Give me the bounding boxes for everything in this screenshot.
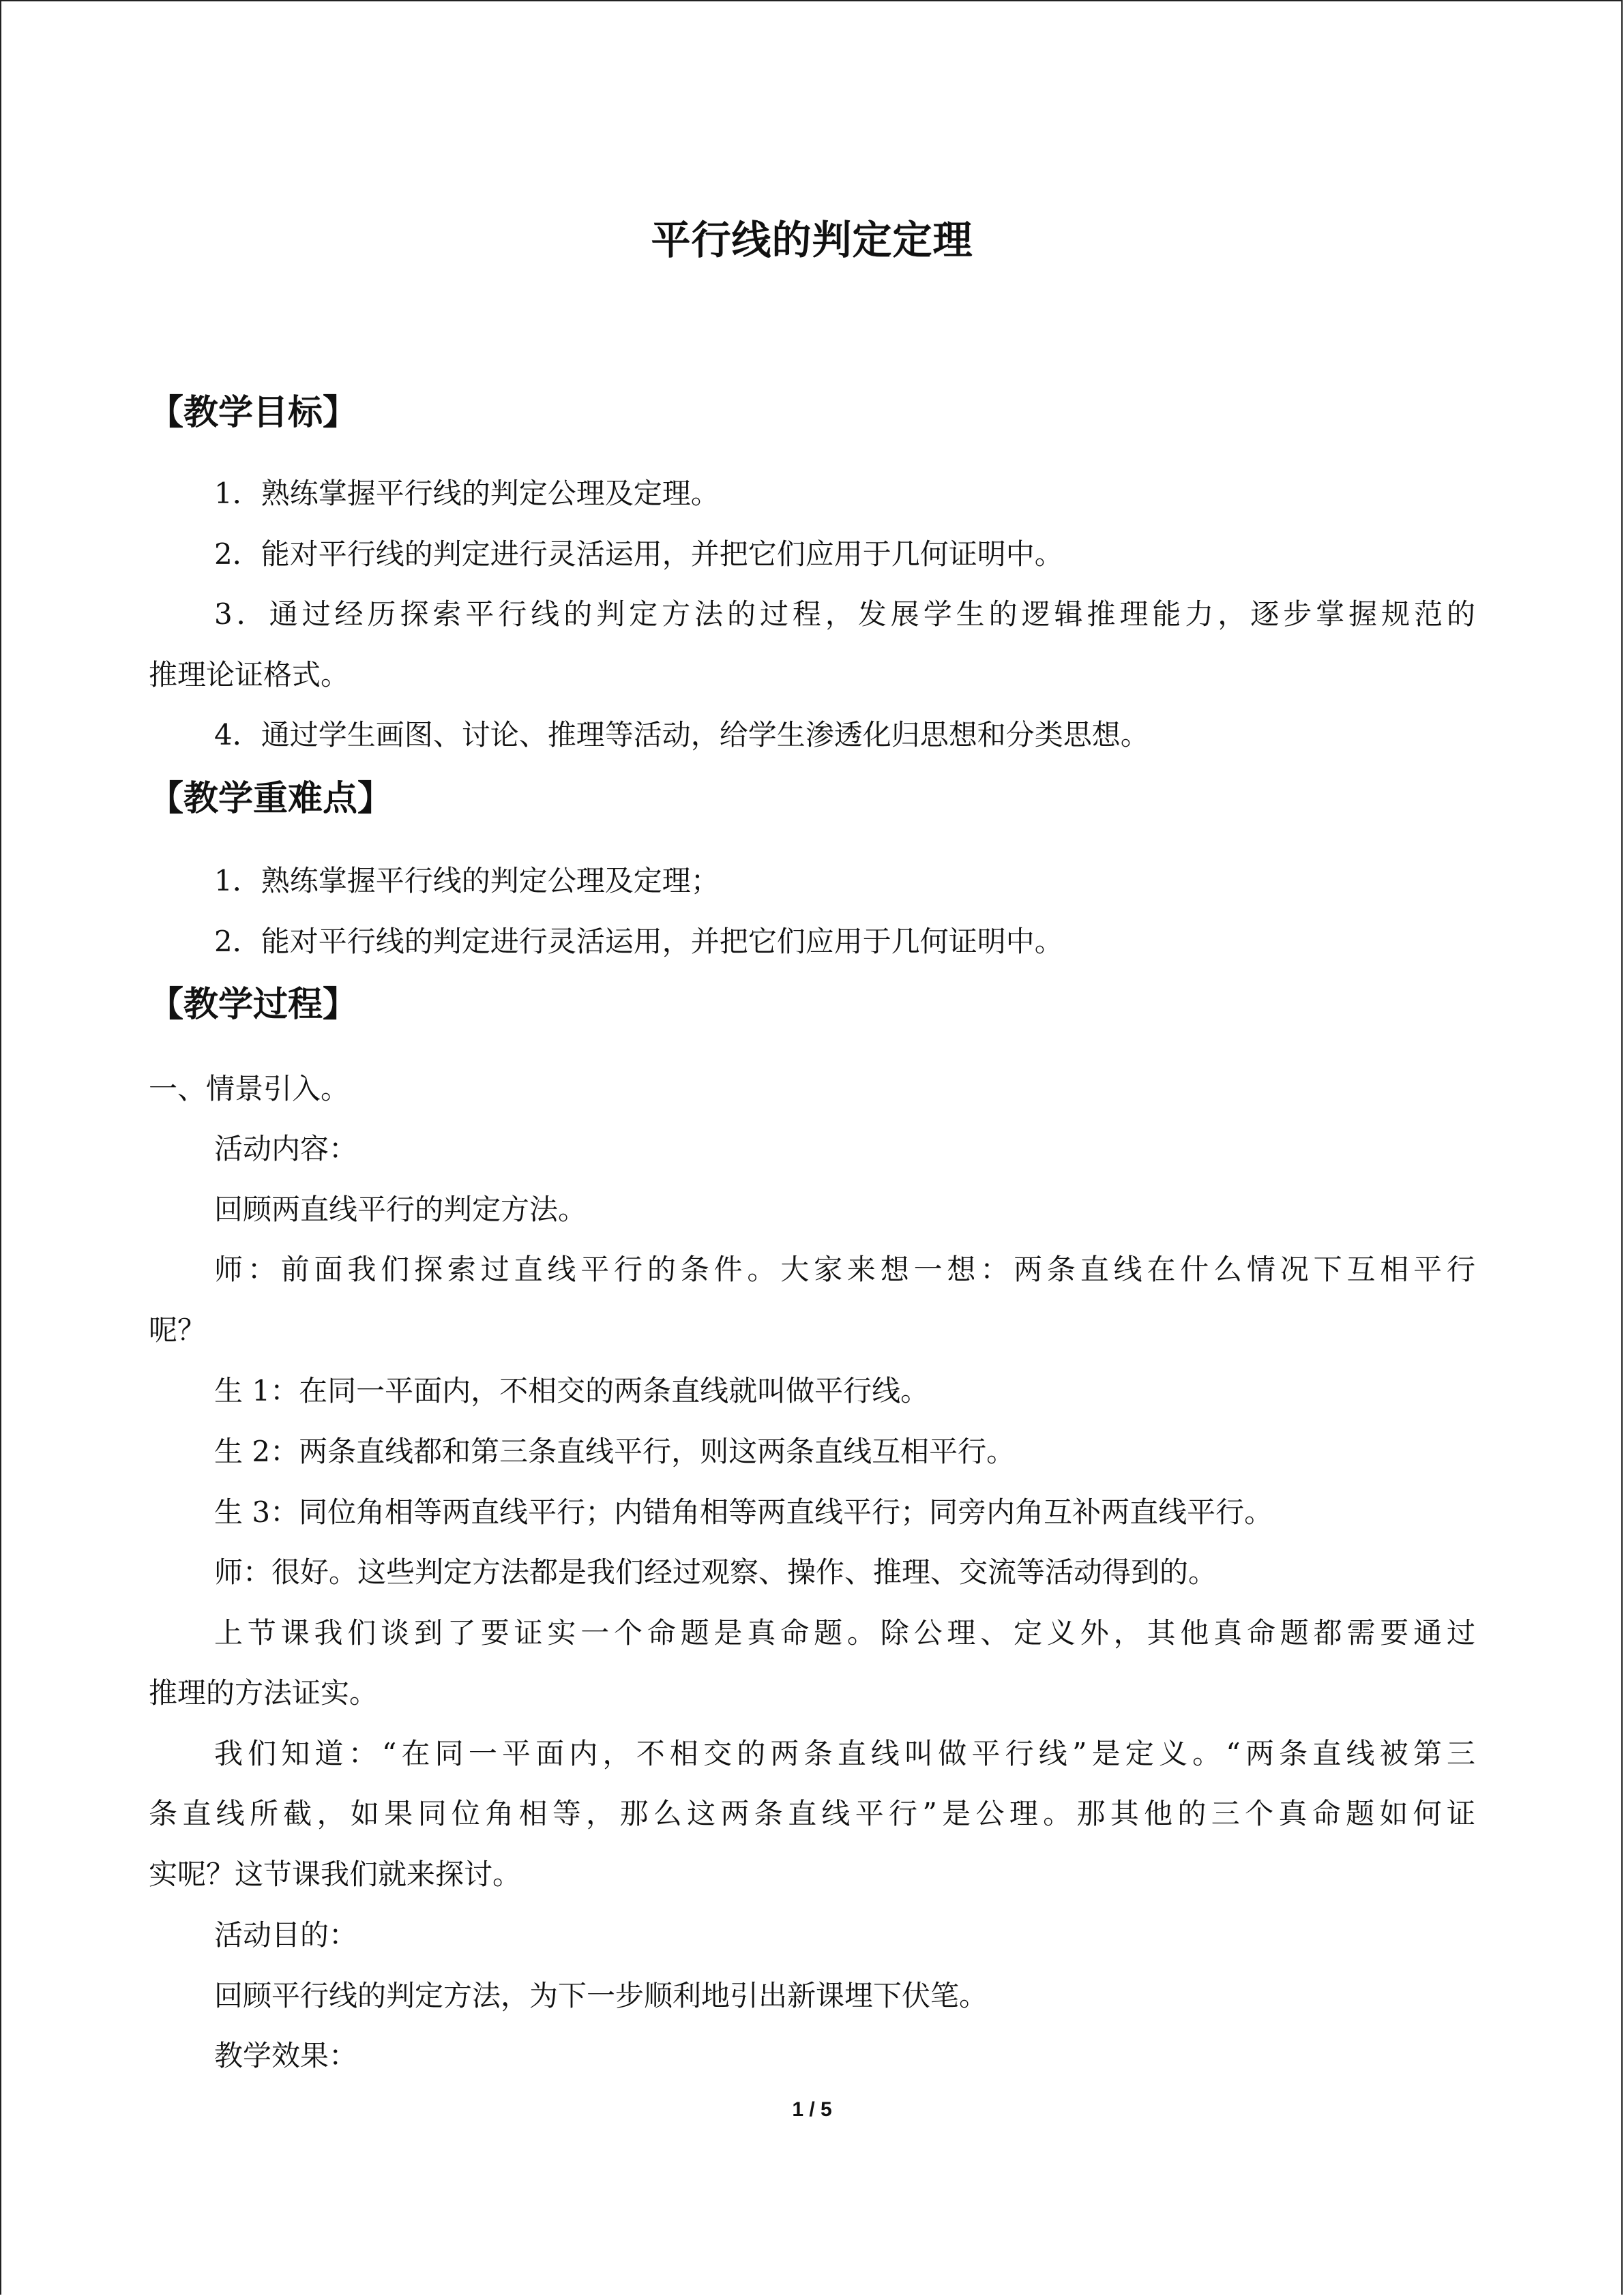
process-line: 师：很好。这些判定方法都是我们经过观察、操作、推理、交流等活动得到的。 — [214, 1555, 1217, 1589]
page-number: 1 / 5 — [792, 2098, 832, 2121]
process-line: 教学效果： — [214, 2039, 358, 2072]
section-heading-key-points: 【教学重难点】 — [149, 779, 393, 819]
process-line: 实呢？这节课我们就来探讨。 — [149, 1858, 522, 1891]
process-line: 师：前面我们探索过直线平行的条件。大家来想一想：两条直线在什么情况下互相平行 — [214, 1253, 1475, 1286]
process-line: 上节课我们谈到了要证实一个命题是真命题。除公理、定义外，其他真命题都需要通过 — [214, 1616, 1475, 1650]
section-heading-objectives: 【教学目标】 — [149, 393, 358, 433]
process-line: 生 3：同位角相等两直线平行；内错角相等两直线平行；同旁内角互补两直线平行。 — [214, 1495, 1273, 1529]
process-line: 生 2：两条直线都和第三条直线平行，则这两条直线互相平行。 — [214, 1435, 1016, 1468]
process-line: 回顾两直线平行的判定方法。 — [214, 1193, 587, 1226]
process-line: 活动目的： — [214, 1918, 358, 1952]
process-line: 回顾平行线的判定方法，为下一步顺利地引出新课埋下伏笔。 — [214, 1979, 988, 2012]
process-line: 生 1：在同一平面内，不相交的两条直线就叫做平行线。 — [214, 1374, 930, 1407]
objective-item-2: 2．能对平行线的判定进行灵活运用，并把它们应用于几何证明中。 — [214, 537, 1063, 571]
section-heading-process: 【教学过程】 — [149, 985, 358, 1025]
key-point-item-1: 1．熟练掌握平行线的判定公理及定理； — [214, 864, 720, 897]
process-line: 推理的方法证实。 — [149, 1676, 379, 1710]
objective-item-3: 3．通过经历探索平行线的判定方法的过程，发展学生的逻辑推理能力，逐步掌握规范的 — [214, 597, 1475, 631]
process-line: 呢？ — [149, 1313, 207, 1347]
process-line: 条直线所截，如果同位角相等，那么这两条直线平行”是公理。那其他的三个真命题如何证 — [149, 1797, 1475, 1830]
page-title: 平行线的判定定理 — [651, 217, 973, 263]
objective-item-4: 4．通过学生画图、讨论、推理等活动，给学生渗透化归思想和分类思想。 — [214, 718, 1149, 751]
objective-item-3-continued: 推理论证格式。 — [149, 658, 350, 691]
process-line-intro: 一、情景引入。 — [149, 1072, 350, 1105]
process-line: 我们知道：“在同一平面内，不相交的两条直线叫做平行线”是定义。“两条直线被第三 — [214, 1737, 1475, 1770]
process-line: 活动内容： — [214, 1132, 358, 1165]
key-point-item-2: 2．能对平行线的判定进行灵活运用，并把它们应用于几何证明中。 — [214, 925, 1063, 958]
objective-item-1: 1．熟练掌握平行线的判定公理及定理。 — [214, 477, 720, 510]
